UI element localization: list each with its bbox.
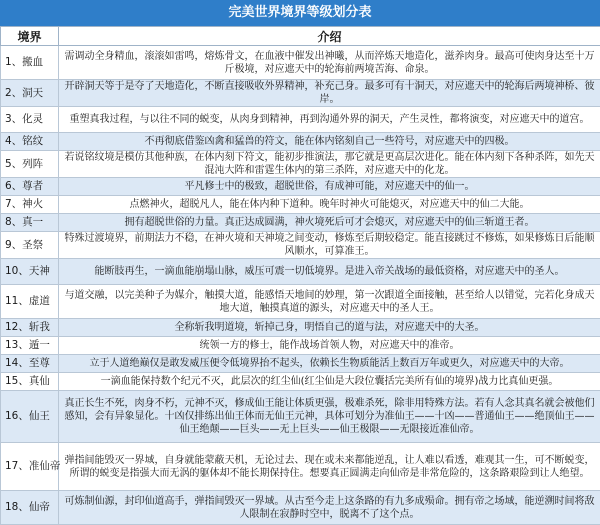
intro-cell: 能断肢再生，一滴血能崩塌山脉，威压可震一切低境界。是进入帝关战场的最低资格，对应遮天中的圣人。 bbox=[59, 259, 600, 285]
intro-cell: 不再彻底借鉴凶禽和猛兽的符文，能在体内铭刻自己一些符号，对应遮天中的四极。 bbox=[59, 133, 600, 151]
table-row bbox=[1, 391, 600, 443]
table-title: 完美世界境界等级划分表 bbox=[0, 0, 600, 26]
table-body bbox=[1, 46, 600, 525]
intro-cell: 统领一方的修士，能作战场首领人物，对应遮天中的准帝。 bbox=[59, 337, 600, 355]
level-cell: 13、遁一 bbox=[1, 337, 59, 355]
level-cell: 12、斩我 bbox=[1, 319, 59, 337]
level-cell: 7、神火 bbox=[1, 196, 59, 214]
level-cell: 15、真仙 bbox=[1, 373, 59, 391]
intro-cell: 一滴血能保持数个纪元不灭，此层次的红尘仙(红尘仙是大段位囊括完美所有仙的境界)战力比真仙更强。 bbox=[59, 373, 600, 391]
level-cell: 9、圣祭 bbox=[1, 232, 59, 259]
intro-cell: 若说铭纹境是模仿其他种族，在体内刻下符文，能初步推演法，那它就是更高层次进化。能在体内刻下各种杀阵，如先天混沌大阵和雷霆生体内的第三杀阵，对应遮天中的化龙。 bbox=[59, 151, 600, 178]
intro-cell: 与道交融，以完美种子为媒介，触摸大道，能感悟天地间的妙理，第一次跟道全面接触，甚至给人以错觉，完若化身成天地大道，触摸真道的源头，对应遮天中的圣人王。 bbox=[59, 285, 600, 319]
intro-cell: 全称斩我明道境，斩掉己身，明悟自己的道与法，对应遮天中的大圣。 bbox=[59, 319, 600, 337]
intro-cell: 重塑真我过程，与以往不同的蜕变，从肉身到精神，再到沟通外界的洞天，产生灵性，都将演变，对应遮天中的道宫。 bbox=[59, 107, 600, 133]
level-cell: 10、天神 bbox=[1, 259, 59, 285]
table-row bbox=[1, 443, 600, 491]
intro-cell: 开辟洞天等于是夺了天地造化，不断直接吸收外界精神，补充己身。最多可有十洞天，对应遮天中的轮海后两境神桥、彼岸。 bbox=[59, 80, 600, 107]
intro-cell: 点燃神火，超脱凡人，能在体内种下道种。晚年时神火可能熄灭，对应遮天中的仙二大能。 bbox=[59, 196, 600, 214]
table-row bbox=[1, 178, 600, 196]
intro-cell: 特殊过渡境界，前期法力不稳，在神火境和天神境之间变动，修炼至后期较稳定。能直接跳过不修炼，如果修炼日后能顺风顺水，可算准王。 bbox=[59, 232, 600, 259]
intro-cell: 弹指间能毁灭一界域，自身就能蒙蔽天机，无论过去、现在或未来都能逆乱，让人难以看透，难观其一生，可不断蜕变，所谓的蜕变是指强大而无涡的躯体却不能长期保持住。想要真正圆满走向仙帝是非常危险的，这条路艰险到让人绝望。 bbox=[59, 443, 600, 491]
table-row bbox=[1, 337, 600, 355]
level-cell: 8、真一 bbox=[1, 214, 59, 232]
level-cell: 1、搬血 bbox=[1, 46, 59, 80]
intro-cell: 立于人道绝巅仅是敢发威压便令低境界抬不起头，依赖长生物质能活上数百万年或更久，对应遮天中的大帝。 bbox=[59, 355, 600, 373]
table-row bbox=[1, 196, 600, 214]
intro-cell: 平凡修士中的极致，超脱世俗，有成神可能，对应遮天中的仙一。 bbox=[59, 178, 600, 196]
table-row bbox=[1, 107, 600, 133]
level-cell: 18、仙帝 bbox=[1, 491, 59, 525]
level-cell: 2、洞天 bbox=[1, 80, 59, 107]
level-cell: 3、化灵 bbox=[1, 107, 59, 133]
intro-cell: 拥有超脱世俗的力量。真正达成圆满，神火境死后可才会熄灭，对应遮天中的仙三斩道王者。 bbox=[59, 214, 600, 232]
table-row bbox=[1, 80, 600, 107]
header-level: 境界 bbox=[1, 27, 59, 46]
table-row bbox=[1, 355, 600, 373]
intro-cell: 可炼制仙源，封印仙道高手，弹指间毁灭一界域。从古至今走上这条路的有九多成殒命。拥有帝之场域，能逆溯时间将敌人限制在寂静时空中，脱离不了这个点。 bbox=[59, 491, 600, 525]
table-row bbox=[1, 285, 600, 319]
level-cell: 14、至尊 bbox=[1, 355, 59, 373]
table-row bbox=[1, 319, 600, 337]
level-cell: 17、准仙帝 bbox=[1, 443, 59, 491]
realm-table bbox=[0, 26, 600, 525]
level-cell: 5、列阵 bbox=[1, 151, 59, 178]
table-row bbox=[1, 373, 600, 391]
header-row bbox=[1, 27, 600, 46]
level-cell: 11、虚道 bbox=[1, 285, 59, 319]
intro-cell: 真正长生不死，肉身不朽，元神不灭，修成仙王能让体质更强，极难杀死，除非用特殊方法。若有人念其真名就会被他们感知，会有异象显化。十凶仅排练出仙王体而无仙王元神，具体可划分为准仙王——十凶——普通仙王——绝顶仙王——仙王绝颠——巨头——无上巨头——仙王极限——无限接近准仙帝。 bbox=[59, 391, 600, 443]
level-cell: 6、尊者 bbox=[1, 178, 59, 196]
intro-cell: 需调动全身精血，滚滚如雷鸣，熔炼骨文，在血液中催发出神曦，从而淬炼天地造化，滋养肉身。最高可使肉身达至十万斤极境，对应遮天中的轮海前两境苦海、命泉。 bbox=[59, 46, 600, 80]
table-row bbox=[1, 232, 600, 259]
table-row bbox=[1, 151, 600, 178]
table-row bbox=[1, 46, 600, 80]
table-row bbox=[1, 259, 600, 285]
header-intro: 介绍 bbox=[59, 27, 600, 46]
table-row bbox=[1, 491, 600, 525]
table-row bbox=[1, 214, 600, 232]
level-cell: 4、铭纹 bbox=[1, 133, 59, 151]
table-row bbox=[1, 133, 600, 151]
level-cell: 16、仙王 bbox=[1, 391, 59, 443]
